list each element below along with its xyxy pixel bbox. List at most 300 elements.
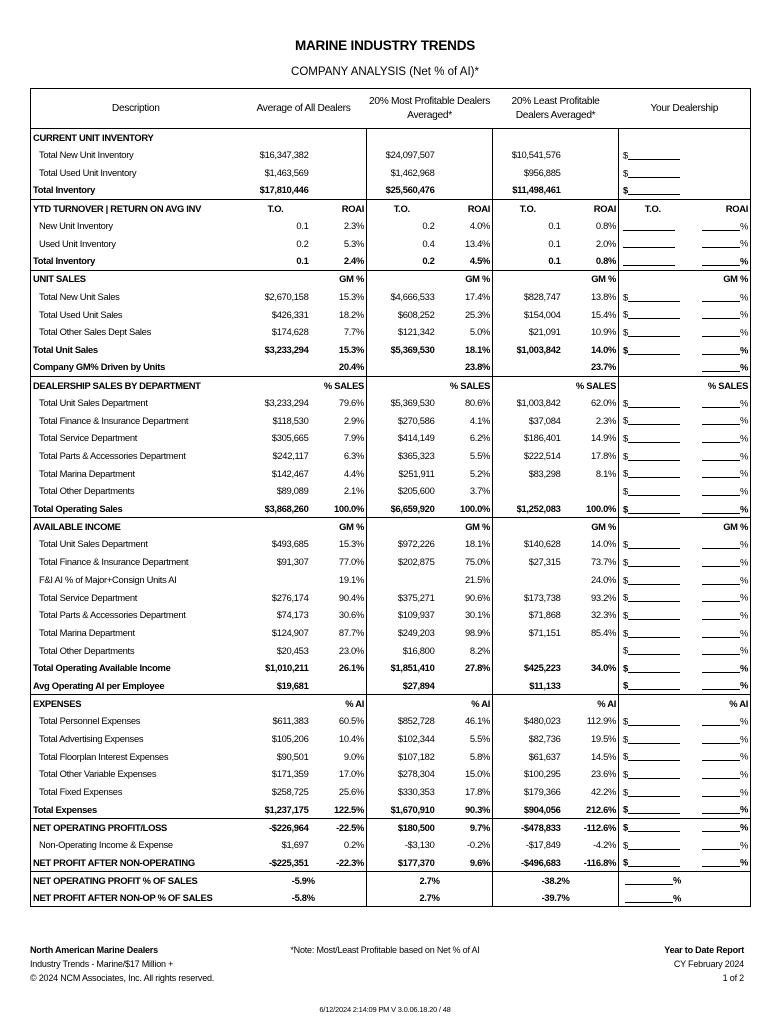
blank-line	[702, 645, 740, 655]
your-amount-field[interactable]	[619, 818, 687, 836]
blank-line	[628, 857, 680, 867]
your-amount-field[interactable]	[619, 358, 687, 376]
amount-value: $17,810,446	[241, 182, 311, 200]
your-column-label	[619, 270, 687, 288]
amount-value: $1,851,410	[390, 662, 435, 674]
your-percent-field[interactable]	[687, 606, 751, 624]
most-profitable-percent: 2.7%	[367, 871, 493, 889]
your-amount-field[interactable]	[619, 535, 687, 553]
your-percent-field[interactable]	[687, 465, 751, 483]
table-row	[31, 641, 751, 659]
your-percent-field[interactable]	[687, 730, 751, 748]
your-amount-field[interactable]	[619, 641, 687, 659]
section-header-row	[31, 199, 751, 217]
your-amount-field[interactable]	[619, 288, 687, 306]
amount-value: $493,685	[271, 538, 309, 550]
amount-value: 0.1	[548, 237, 561, 249]
your-column-label	[619, 695, 687, 713]
your-percent-field[interactable]	[687, 412, 751, 430]
amount-value: $205,600	[397, 485, 435, 497]
your-amount-field[interactable]	[619, 659, 687, 677]
your-percent-field[interactable]	[687, 447, 751, 465]
percent-value: 5.8%	[437, 748, 493, 766]
blank-line	[702, 734, 740, 744]
percent-sign: %	[739, 238, 749, 250]
your-amount-field[interactable]	[619, 305, 687, 323]
blank-line	[628, 433, 680, 443]
amount-value: $11,133	[493, 677, 563, 695]
row-label: Total Other Departments	[31, 641, 241, 659]
your-percent-field[interactable]	[687, 783, 751, 801]
blank-line	[628, 734, 680, 744]
percent-value	[311, 164, 367, 182]
percent-value: GM %	[311, 518, 367, 536]
your-percent-field[interactable]	[687, 801, 751, 819]
table-row	[31, 783, 751, 801]
table-row	[31, 235, 751, 253]
amount-value: 0.1	[296, 220, 309, 232]
percent-value: 8.2%	[437, 641, 493, 659]
percent-value: 14.5%	[563, 748, 619, 766]
your-percent-field[interactable]	[687, 500, 751, 518]
dollar-sign: $	[623, 503, 628, 515]
footer-timestamp: 6/12/2024 2:14:09 PM V 3.0.06.18.20 / 48	[319, 1005, 451, 1014]
your-amount-field[interactable]	[619, 765, 687, 783]
your-amount-field[interactable]	[619, 588, 687, 606]
blank-line	[628, 398, 680, 408]
section-header-row	[31, 818, 751, 836]
your-percent-field[interactable]	[687, 854, 751, 872]
amount-value: -$3,130	[404, 839, 435, 851]
percent-value: 75.0%	[437, 553, 493, 571]
dollar-sign: $	[623, 149, 628, 161]
row-label: Company GM% Driven by Units	[31, 358, 241, 376]
percent-sign: %	[739, 308, 749, 320]
your-percent-field[interactable]	[687, 677, 751, 695]
your-amount-field[interactable]	[619, 429, 687, 447]
row-label: Total Inventory	[31, 252, 241, 270]
amount-value	[367, 571, 437, 589]
your-amount-field[interactable]	[619, 394, 687, 412]
table-row	[31, 447, 751, 465]
percent-value: 4.0%	[437, 217, 493, 235]
table-row	[31, 217, 751, 235]
your-amount-field[interactable]	[619, 553, 687, 571]
header-average: Average of All Dealers	[241, 89, 367, 129]
summary-row	[31, 889, 751, 907]
percent-value: 26.1%	[311, 659, 367, 677]
dollar-sign: $	[623, 432, 628, 444]
percent-sign: %	[739, 538, 749, 550]
row-label: NET PROFIT AFTER NON-OP % OF SALES	[31, 889, 241, 907]
table-row	[31, 712, 751, 730]
header-most-profitable: 20% Most Profitable Dealers Averaged*	[367, 89, 493, 129]
blank-line	[702, 610, 740, 620]
percent-value: 9.0%	[311, 748, 367, 766]
your-amount-field[interactable]	[619, 748, 687, 766]
table-row	[31, 341, 751, 359]
percent-value: 19.1%	[311, 571, 367, 589]
blank-line	[628, 557, 680, 567]
blank-line	[628, 168, 680, 178]
amount-value: -$478,833	[493, 818, 563, 836]
your-amount-field[interactable]	[619, 447, 687, 465]
percent-value	[563, 146, 619, 164]
least-profitable-percent: -39.7%	[493, 889, 619, 907]
amount-value: $61,637	[528, 750, 561, 762]
percent-sign: %	[739, 822, 749, 833]
amount-value	[493, 270, 563, 288]
blank-line	[628, 327, 680, 337]
amount-value: 0.2	[422, 220, 435, 232]
percent-sign: %	[739, 839, 749, 851]
your-percent-field[interactable]	[687, 482, 751, 500]
percent-value: 6.3%	[311, 447, 367, 465]
your-column-label	[619, 129, 687, 147]
amount-value	[367, 129, 437, 147]
section-header-row	[31, 695, 751, 713]
amount-value	[241, 695, 311, 713]
your-percent-field[interactable]	[687, 748, 751, 766]
dollar-sign: $	[623, 468, 628, 479]
blank-line	[702, 468, 740, 478]
table-row	[31, 429, 751, 447]
your-percent-field[interactable]	[687, 182, 751, 200]
row-label: F&I AI % of Major+Consign Units AI	[31, 571, 241, 589]
your-percent-field[interactable]	[619, 889, 751, 907]
blank-line	[702, 504, 740, 514]
amount-value: $24,097,507	[385, 149, 435, 161]
footer-right	[664, 944, 744, 986]
amount-value: $258,725	[271, 786, 309, 798]
dollar-sign: $	[623, 644, 628, 656]
table-row	[31, 801, 751, 819]
percent-value: 93.2%	[563, 588, 619, 606]
table-row	[31, 836, 751, 854]
percent-sign: %	[739, 627, 749, 639]
percent-value: 30.1%	[437, 606, 493, 624]
dollar-sign: $	[623, 485, 628, 497]
percent-value: ROAI	[437, 199, 493, 217]
percent-value: 2.9%	[311, 412, 367, 430]
blank-line	[702, 822, 740, 832]
your-amount-field[interactable]	[619, 182, 687, 200]
your-amount-field[interactable]	[619, 801, 687, 819]
percent-value: 25.6%	[311, 783, 367, 801]
blank-line	[628, 787, 680, 797]
row-label: UNIT SALES	[31, 270, 241, 288]
table-row	[31, 765, 751, 783]
your-percent-field[interactable]	[687, 571, 751, 589]
percent-value: 42.2%	[563, 783, 619, 801]
amount-value	[367, 270, 437, 288]
your-amount-field[interactable]	[619, 783, 687, 801]
your-percent-field[interactable]	[687, 252, 751, 270]
your-amount-field[interactable]	[619, 217, 687, 235]
percent-sign: %	[739, 733, 749, 745]
amount-value: $2,670,158	[264, 290, 309, 302]
your-amount-field[interactable]	[619, 854, 687, 872]
your-percent-field[interactable]	[687, 659, 751, 677]
blank-line	[628, 716, 680, 726]
your-amount-field[interactable]	[619, 836, 687, 854]
blank-line	[702, 415, 740, 425]
table-row	[31, 358, 751, 376]
amount-value: $174,628	[271, 326, 309, 338]
percent-sign: %	[739, 414, 749, 426]
percent-sign: %	[739, 786, 749, 798]
percent-value: 15.4%	[563, 305, 619, 323]
amount-value	[493, 482, 563, 500]
your-percent-field[interactable]	[687, 818, 751, 836]
row-label: NET OPERATING PROFIT/LOSS	[31, 818, 241, 836]
your-amount-field[interactable]	[619, 235, 687, 253]
blank-line	[628, 751, 680, 761]
amount-value: $1,697	[281, 839, 309, 851]
percent-value: 30.6%	[311, 606, 367, 624]
amount-value: 0.2	[296, 237, 309, 249]
dollar-sign: $	[623, 556, 628, 568]
blank-line	[628, 504, 680, 514]
dollar-sign: $	[623, 803, 628, 815]
row-label: Total New Unit Sales	[31, 288, 241, 306]
dollar-sign: $	[623, 822, 628, 833]
dollar-sign: $	[623, 326, 628, 338]
header-least-profitable: 20% Least Profitable Dealers Averaged*	[493, 89, 619, 129]
your-amount-field[interactable]	[619, 606, 687, 624]
amount-value: $10,541,576	[511, 149, 561, 161]
your-amount-field[interactable]	[619, 146, 687, 164]
your-percent-field[interactable]	[687, 641, 751, 659]
amount-value: $19,681	[241, 677, 311, 695]
your-amount-field[interactable]	[619, 465, 687, 483]
percent-value: -22.5%	[311, 818, 367, 836]
amount-value: $90,501	[276, 750, 309, 762]
footer-report-type: Year to Date Report	[664, 945, 744, 955]
your-amount-field[interactable]	[619, 730, 687, 748]
your-percent-field[interactable]	[687, 712, 751, 730]
percent-sign: %	[739, 591, 749, 603]
your-percent-field[interactable]	[687, 624, 751, 642]
dollar-sign: $	[623, 397, 628, 409]
most-profitable-percent: 2.7%	[367, 889, 493, 907]
row-label: YTD TURNOVER | RETURN ON AVG INV	[31, 199, 241, 217]
your-percent-field[interactable]	[687, 836, 751, 854]
your-percent-field[interactable]	[687, 305, 751, 323]
amount-value	[241, 571, 311, 589]
blank-line	[702, 309, 740, 319]
amount-value: $102,344	[397, 733, 435, 745]
blank-line	[623, 256, 675, 266]
your-percent-field[interactable]	[687, 358, 751, 376]
percent-value: 18.1%	[437, 341, 493, 359]
percent-sign: %	[739, 715, 749, 727]
blank-line	[628, 309, 680, 319]
dollar-sign: $	[623, 308, 628, 320]
your-percent-field[interactable]	[687, 164, 751, 182]
percent-sign: %	[739, 644, 749, 656]
dollar-sign: $	[623, 291, 628, 303]
percent-value: 77.0%	[311, 553, 367, 571]
amount-value: $37,084	[528, 414, 561, 426]
percent-sign: %	[739, 768, 749, 780]
amount-value	[493, 518, 563, 536]
row-label: Total Inventory	[31, 182, 241, 200]
amount-value: $278,304	[397, 768, 435, 780]
your-amount-field[interactable]	[619, 624, 687, 642]
amount-value: $154,004	[523, 308, 561, 320]
your-amount-field[interactable]	[619, 482, 687, 500]
dollar-sign: $	[623, 662, 628, 674]
your-percent-field[interactable]	[687, 588, 751, 606]
percent-sign: %	[739, 574, 749, 586]
your-amount-field[interactable]	[619, 500, 687, 518]
amount-value: $414,149	[397, 432, 435, 444]
your-percent-field[interactable]	[687, 341, 751, 359]
blank-line	[702, 433, 740, 443]
percent-value: ROAI	[311, 199, 367, 217]
row-label: Used Unit Inventory	[31, 235, 241, 253]
row-label: Total Used Unit Sales	[31, 305, 241, 323]
percent-value: 23.0%	[311, 641, 367, 659]
percent-sign: %	[739, 326, 749, 338]
percent-value: 212.6%	[563, 801, 619, 819]
amount-value: $4,666,533	[390, 290, 435, 302]
percent-value: 17.8%	[563, 447, 619, 465]
percent-value: 13.8%	[563, 288, 619, 306]
your-column-label: T.O.	[619, 199, 687, 217]
amount-value: $107,182	[397, 750, 435, 762]
percent-value: 100.0%	[311, 500, 367, 518]
percent-value	[437, 164, 493, 182]
dollar-sign: $	[623, 715, 628, 727]
percent-sign: %	[673, 875, 682, 887]
percent-value: % AI	[563, 695, 619, 713]
row-label: AVAILABLE INCOME	[31, 518, 241, 536]
percent-value: 62.0%	[563, 394, 619, 412]
your-amount-field[interactable]	[619, 712, 687, 730]
percent-value: 2.3%	[563, 412, 619, 430]
your-percent-field[interactable]	[687, 535, 751, 553]
percent-value: 2.1%	[311, 482, 367, 500]
your-amount-field[interactable]	[619, 341, 687, 359]
percent-value: % SALES	[437, 376, 493, 394]
your-amount-field[interactable]	[619, 571, 687, 589]
percent-value: 2.3%	[311, 217, 367, 235]
row-label: Total Unit Sales Department	[31, 535, 241, 553]
amount-value: -$225,351	[241, 854, 311, 872]
percent-value: 18.2%	[311, 305, 367, 323]
percent-value	[437, 146, 493, 164]
your-amount-field[interactable]	[619, 252, 687, 270]
your-percent-field[interactable]	[619, 871, 751, 889]
percent-value: GM %	[437, 270, 493, 288]
blank-line	[628, 822, 680, 832]
blank-line	[702, 663, 740, 673]
table-row	[31, 288, 751, 306]
percent-sign: %	[739, 803, 749, 815]
percent-value: -112.6%	[563, 818, 619, 836]
blank-line	[702, 451, 740, 461]
blank-line	[628, 645, 680, 655]
your-column-label: % AI	[687, 695, 751, 713]
your-percent-field[interactable]	[687, 765, 751, 783]
amount-value: $140,628	[523, 538, 561, 550]
percent-value: 5.5%	[437, 730, 493, 748]
blank-line	[623, 221, 675, 231]
dollar-sign: $	[623, 538, 628, 550]
your-amount-field[interactable]	[619, 412, 687, 430]
row-label: Total Operating Available Income	[31, 659, 241, 677]
your-amount-field[interactable]	[619, 323, 687, 341]
amount-value: $121,342	[397, 326, 435, 338]
percent-value	[563, 164, 619, 182]
percent-sign: %	[739, 680, 749, 691]
blank-line	[628, 345, 680, 355]
percent-value: 14.0%	[563, 535, 619, 553]
blank-line	[702, 716, 740, 726]
percent-value: 6.2%	[437, 429, 493, 447]
row-label: Total Finance & Insurance Department	[31, 412, 241, 430]
amount-value: $6,659,920	[367, 500, 437, 518]
percent-sign: %	[739, 450, 749, 462]
your-amount-field[interactable]	[619, 164, 687, 182]
table-row	[31, 252, 751, 270]
amount-value: $1,462,968	[390, 167, 435, 179]
your-amount-field[interactable]	[619, 677, 687, 695]
amount-value: $1,010,211	[265, 662, 309, 674]
amount-value: $608,252	[397, 308, 435, 320]
percent-value	[563, 182, 619, 200]
blank-line	[702, 751, 740, 761]
your-percent-field[interactable]	[687, 429, 751, 447]
amount-value: $71,868	[528, 609, 561, 621]
amount-value: $16,347,382	[259, 149, 309, 161]
percent-sign: %	[739, 220, 749, 232]
dollar-sign: $	[623, 591, 628, 603]
your-percent-field[interactable]	[687, 394, 751, 412]
your-percent-field[interactable]	[687, 553, 751, 571]
your-percent-field[interactable]	[687, 217, 751, 235]
your-percent-field[interactable]	[687, 323, 751, 341]
amount-value: 0.1	[493, 252, 563, 270]
your-percent-field[interactable]	[687, 288, 751, 306]
table-row	[31, 588, 751, 606]
row-label: DEALERSHIP SALES BY DEPARTMENT	[31, 376, 241, 394]
amount-value: $305,665	[271, 432, 309, 444]
amount-value: $16,800	[402, 644, 435, 656]
percent-sign: %	[739, 609, 749, 621]
blank-line	[628, 150, 680, 160]
percent-value: 8.1%	[563, 465, 619, 483]
blank-line	[702, 539, 740, 549]
percent-value: GM %	[311, 270, 367, 288]
your-percent-field[interactable]	[687, 146, 751, 164]
your-column-label: GM %	[687, 270, 751, 288]
your-percent-field[interactable]	[687, 235, 751, 253]
blank-line	[702, 292, 740, 302]
amount-value: $91,307	[276, 556, 309, 568]
row-label: Total Marina Department	[31, 624, 241, 642]
row-label: NET OPERATING PROFIT % OF SALES	[31, 871, 241, 889]
row-label: Total Parts & Accessories Department	[31, 447, 241, 465]
table-row	[31, 854, 751, 872]
section-header-row	[31, 518, 751, 536]
footer-industry: Industry Trends - Marine/$17 Million +	[30, 958, 174, 969]
blank-line	[623, 238, 675, 248]
percent-value: % SALES	[311, 376, 367, 394]
blank-line	[628, 451, 680, 461]
